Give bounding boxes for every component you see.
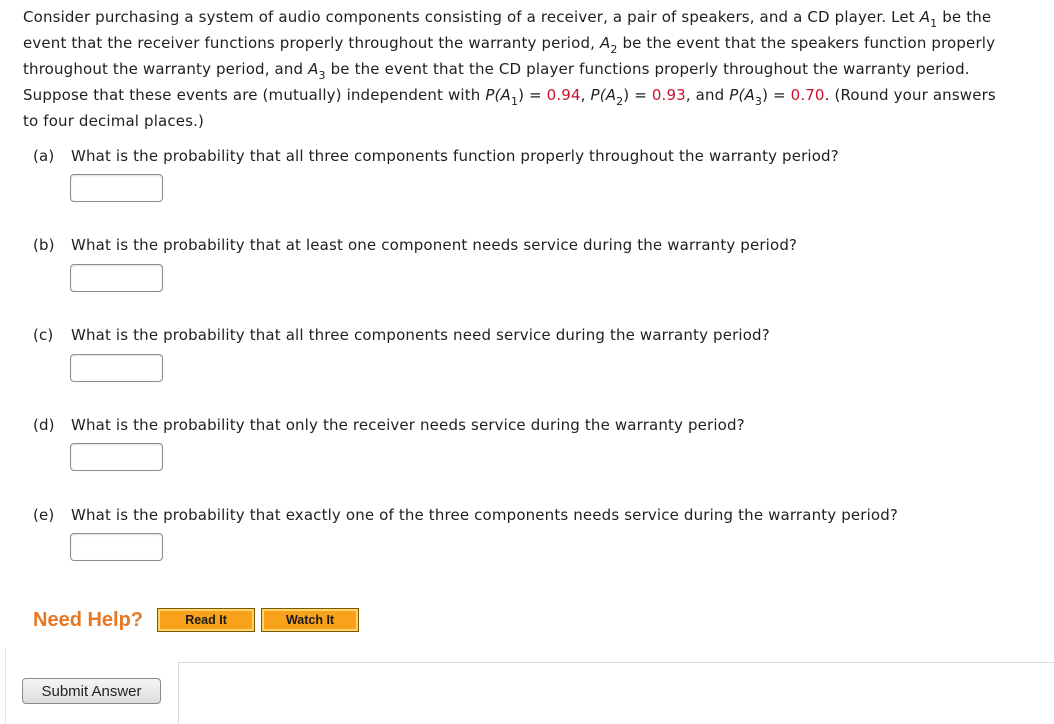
answer-input-d[interactable] bbox=[70, 443, 163, 471]
question-text: What is the probability that all three components need service during the warranty period? bbox=[71, 326, 770, 344]
question-label: (d) bbox=[33, 416, 55, 434]
question-text: What is the probability that exactly one of the three components needs service during the warranty period? bbox=[71, 506, 899, 524]
problem-line-2 bbox=[23, 31, 1048, 57]
problem-text: throughout the warranty period, and bbox=[23, 60, 309, 78]
event-a1: $A_1$ bbox=[919, 8, 938, 30]
problem-line-1 bbox=[23, 5, 1048, 31]
answer-input-a[interactable] bbox=[70, 174, 163, 202]
problem-line-5: to four decimal places.) bbox=[23, 112, 205, 130]
question-a bbox=[33, 146, 839, 166]
problem-line-3 bbox=[23, 57, 1048, 83]
divider bbox=[5, 648, 6, 724]
problem-text: . (Round your answers bbox=[824, 86, 996, 104]
given-value-p2: 0.93 bbox=[651, 86, 686, 104]
event-a3: $A_3$ bbox=[308, 60, 326, 82]
answer-input-e[interactable] bbox=[70, 533, 163, 561]
prob-a3: $P(A_3) = 0.70$ bbox=[729, 86, 825, 108]
problem-text: be the event that the CD player functions properly throughout the warranty period. bbox=[325, 60, 970, 78]
need-help-bar bbox=[33, 607, 365, 633]
divider bbox=[178, 662, 179, 724]
question-text: What is the probability that at least one component needs service during the warranty period? bbox=[71, 236, 798, 254]
question-d bbox=[33, 415, 745, 435]
question-c bbox=[33, 325, 770, 345]
problem-text: Suppose that these events are (mutually) independent with bbox=[23, 86, 486, 104]
answer-input-c[interactable] bbox=[70, 354, 163, 382]
event-a2: $A_2$ bbox=[599, 34, 618, 56]
answer-input-b[interactable] bbox=[70, 264, 163, 292]
submit-answer-button[interactable]: Submit Answer bbox=[22, 678, 161, 704]
question-label: (b) bbox=[33, 236, 55, 254]
read-it-button[interactable]: Read It bbox=[157, 608, 255, 632]
problem-statement bbox=[23, 5, 1048, 134]
problem-line-4: Suppose that these events are (mutually) independent with $P(A_1) = 0.94$, $P(A_2) = 0.93$, and $P(A_3) = 0.70$. (Round your answers bbox=[23, 86, 996, 108]
question-e bbox=[33, 505, 898, 525]
divider bbox=[178, 662, 1054, 663]
question-b bbox=[33, 235, 797, 255]
given-value-p1: 0.94 bbox=[546, 86, 581, 104]
question-label: (e) bbox=[33, 506, 55, 524]
question-text: What is the probability that only the receiver needs service during the warranty period? bbox=[71, 416, 745, 434]
question-label: (c) bbox=[33, 326, 54, 344]
problem-text: event that the receiver functions properly throughout the warranty period, bbox=[23, 34, 600, 52]
prob-a1: $P(A_1) = 0.94$ bbox=[485, 86, 581, 108]
problem-text: be the event that the speakers function properly bbox=[617, 34, 996, 52]
prob-a2: $P(A_2) = 0.93$ bbox=[590, 86, 686, 108]
watch-it-button[interactable]: Watch It bbox=[261, 608, 359, 632]
need-help-label: Need Help? bbox=[33, 608, 144, 631]
question-label: (a) bbox=[33, 147, 55, 165]
problem-text: be the bbox=[937, 8, 992, 26]
problem-text: Consider purchasing a system of audio components consisting of a receiver, a pair of speakers, and a CD player. Let bbox=[23, 8, 920, 26]
question-text: What is the probability that all three components function properly throughout the warranty period? bbox=[71, 147, 839, 165]
given-value-p3: 0.70 bbox=[790, 86, 825, 104]
